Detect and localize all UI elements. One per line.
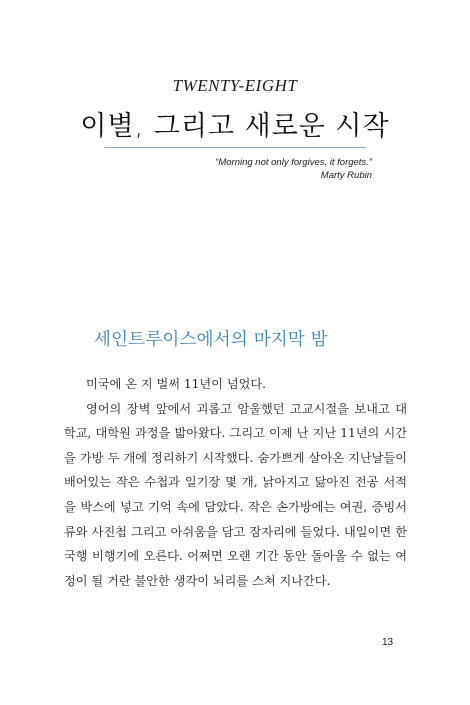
- epigraph-quote: “Morning not only forgives, it forgets.”: [215, 157, 372, 168]
- page-number: 13: [382, 637, 394, 648]
- chapter-title: 이별, 그리고 새로운 시작: [80, 111, 390, 142]
- chapter-label: TWENTY-EIGHT: [172, 76, 298, 95]
- section-heading: 세인트루이스에서의 마지막 밤: [94, 330, 328, 350]
- epigraph: [0, 156, 372, 182]
- paragraph: 영어의 장벽 앞에서 괴롭고 암울했던 고교시절을 보내고 대학교, 대학원 과정을 밟아왔다. 그리고 이제 난 지난 11년의 시간을 가방 두 개에 정리하기 시작했다. 숨가쁘게 살아온 지난날들이 배어있는 작은 수첩과 일기장 몇 개, 낡아지고 닳아진 전공 서적을 박스에 넣고 기억 속에 담았다. 작은 손가방에는 여권, 증빙서류와 사진첩 그리고 아쉬움을 담고 잠자리에 들었다. 내일이면 한국행 비행기에 오른다. 어쩌면 오랜 기간 동안 돌아올 수 없는 여정이 될 거란 불안한 생각이 뇌리를 스쳐 지나간다.: [64, 401, 407, 588]
- body-text: [64, 372, 407, 593]
- title-divider: [104, 147, 366, 148]
- paragraph: 미국에 온 지 벌써 11년이 넘었다.: [86, 377, 267, 391]
- epigraph-author: Marty Rubin: [320, 170, 372, 181]
